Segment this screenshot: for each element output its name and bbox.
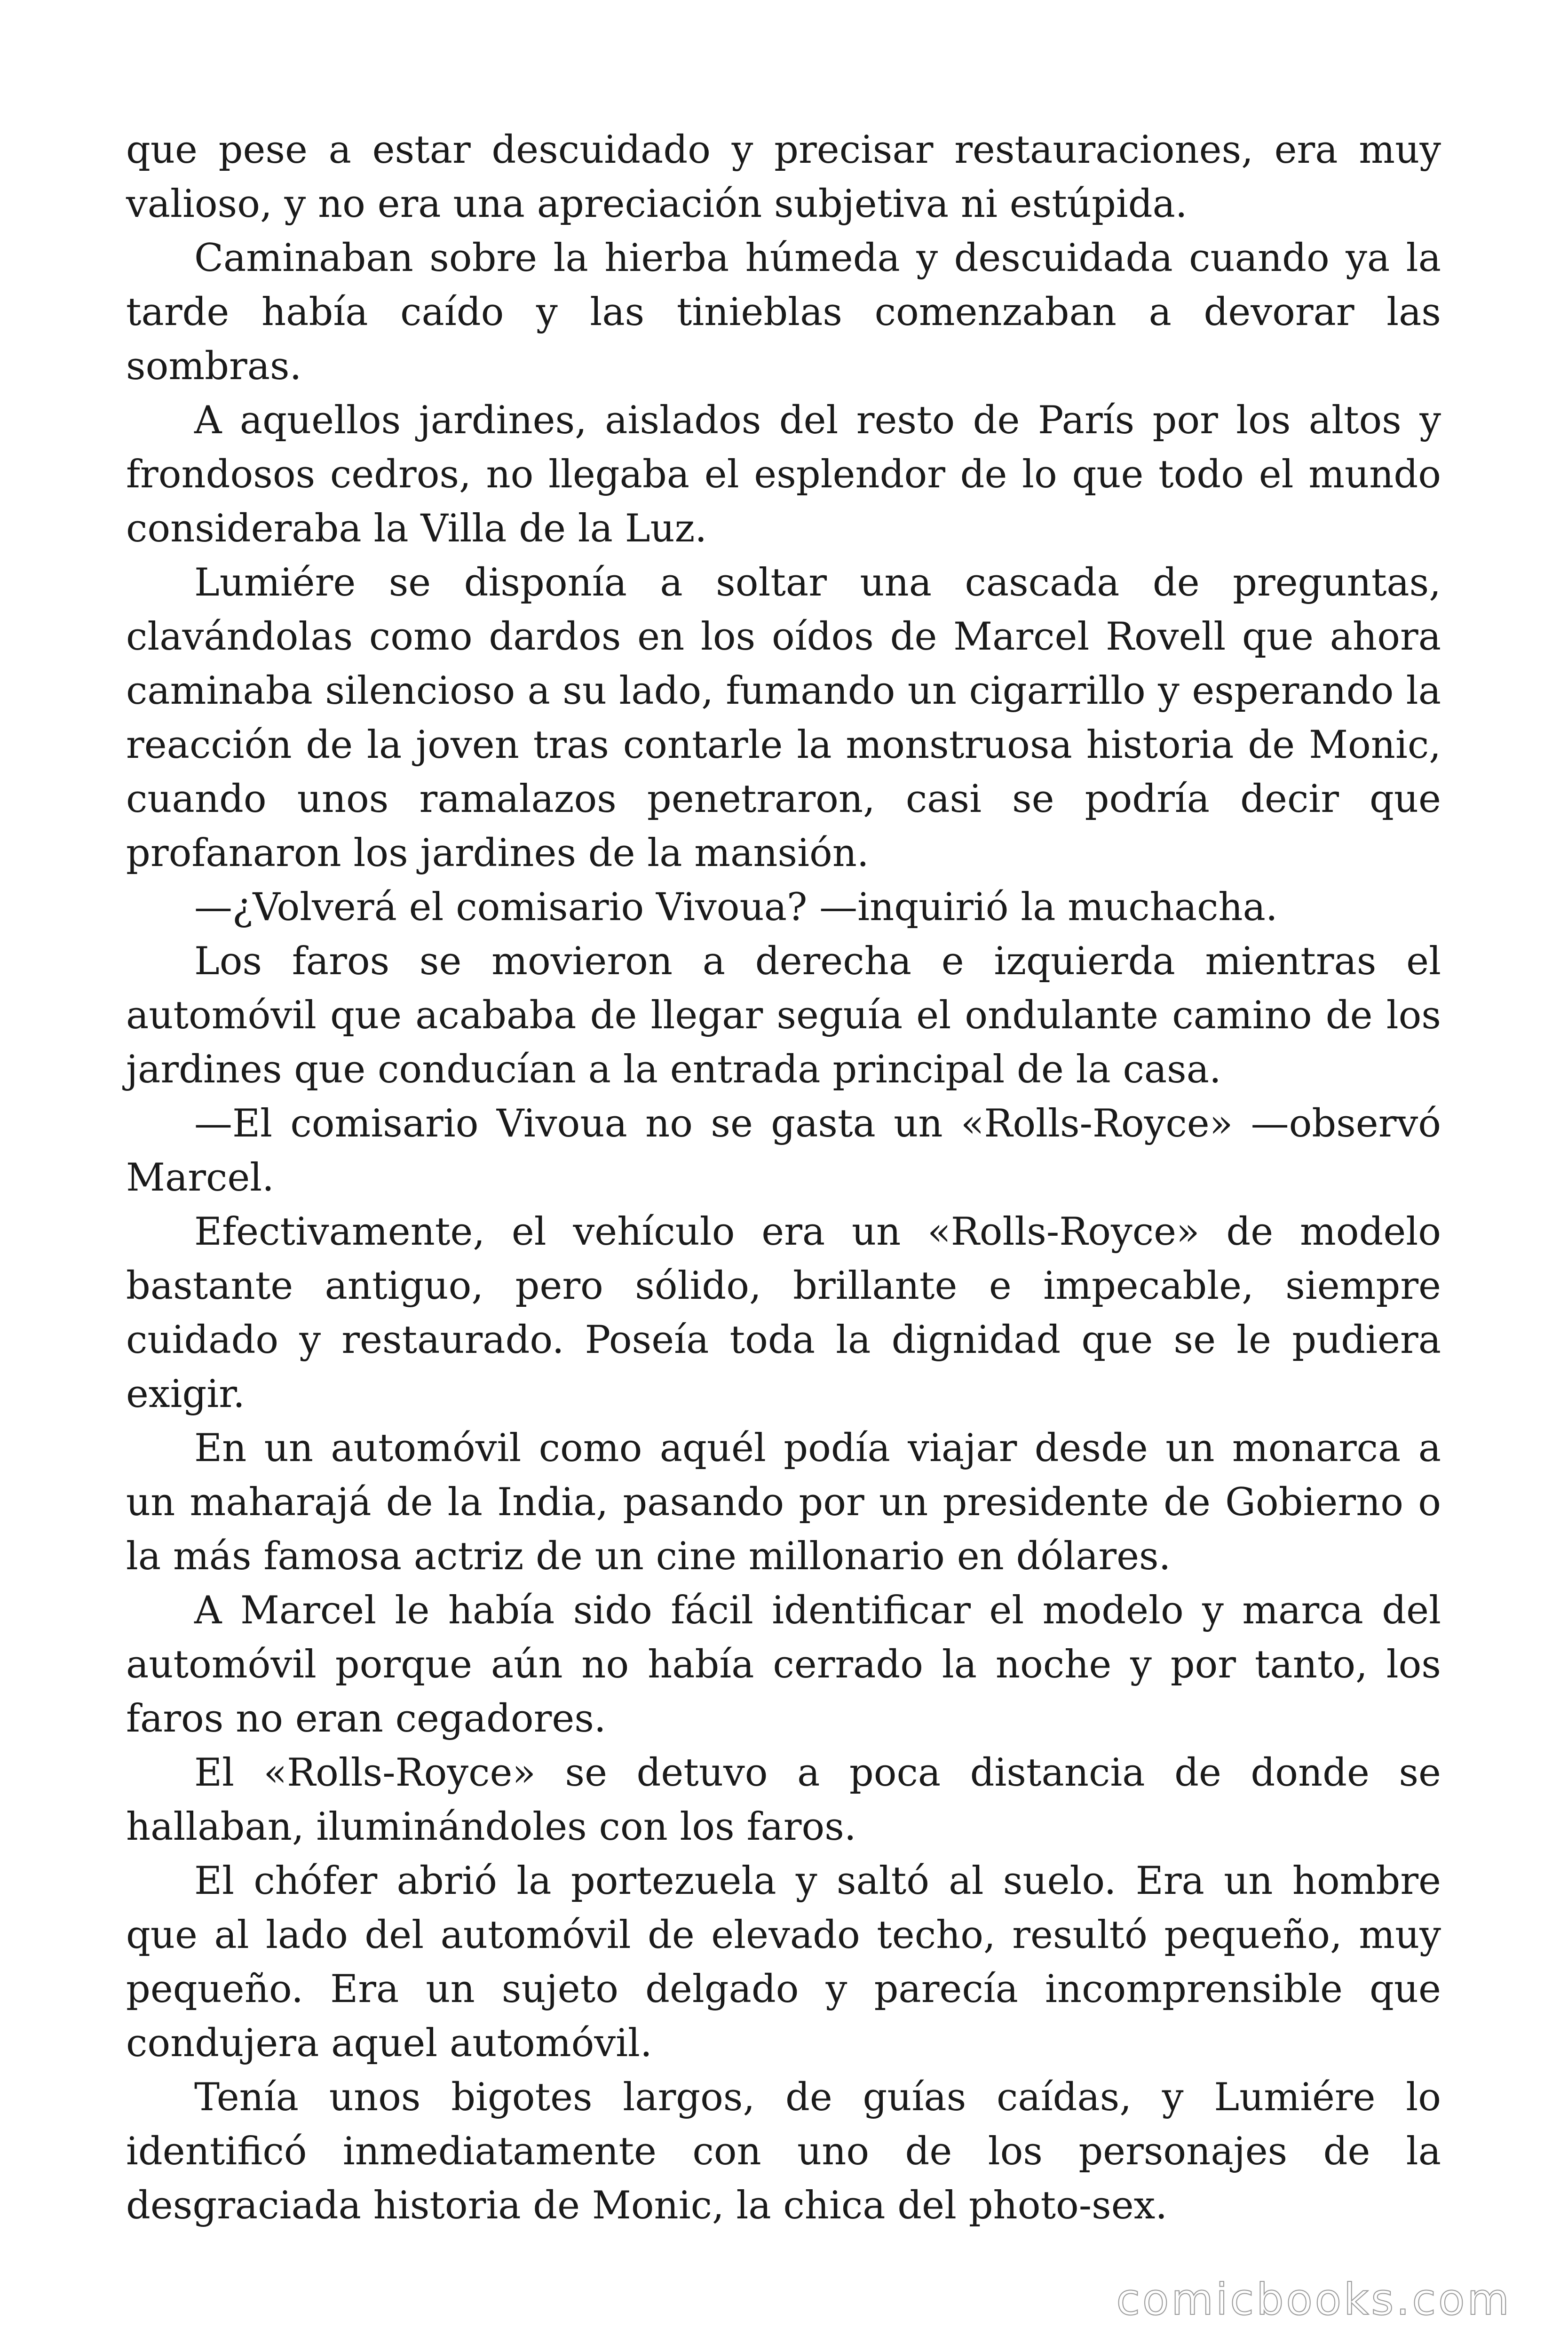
paragraph-13: Tenía unos bigotes largos, de guías caídas, y Lumiére lo identificó inmediatamente con uno de los personajes de la desgraciada historia de Monic, la chica del photo-sex. bbox=[126, 2075, 1441, 2228]
paragraph-6: Los faros se movieron a derecha e izquierda mientras el automóvil que acababa de llegar seguía el ondulante camino de los jardines que conducían a la entrada principal de la casa. bbox=[126, 939, 1441, 1092]
paragraph-10: A Marcel le había sido fácil identificar el modelo y marca del automóvil porque aún no había cerrado la noche y por tanto, los faros no eran cegadores. bbox=[126, 1589, 1441, 1741]
page-body bbox=[126, 123, 1441, 2233]
paragraph-12: El chófer abrió la portezuela y saltó al suelo. Era un hombre que al lado del automóvil de elevado techo, resultó pequeño, muy pequeño. Era un sujeto delgado y parecía incomprensible que condujera aquel automóvil. bbox=[126, 1859, 1441, 2066]
paragraph-9: En un automóvil como aquél podía viajar desde un monarca a un maharajá de la India, pasando por un presidente de Gobierno o la más famosa actriz de un cine millonario en dólares. bbox=[126, 1426, 1441, 1579]
paragraph-8: Efectivamente, el vehículo era un «Rolls-Royce» de modelo bastante antiguo, pero sólido, brillante e impecable, siempre cuidado y restaurado. Poseía toda la dignidad que se le pudiera exigir. bbox=[126, 1210, 1441, 1416]
paragraph-5: —¿Volverá el comisario Vivoua? —inquirió la muchacha. bbox=[194, 885, 1278, 930]
paragraph-2: Caminaban sobre la hierba húmeda y descuidada cuando ya la tarde había caído y las tinieblas comenzaban a devorar las sombras. bbox=[126, 236, 1441, 389]
paragraph-7: —El comisario Vivoua no se gasta un «Rolls-Royce» —observó Marcel. bbox=[126, 1102, 1441, 1200]
watermark: comicbooks.com bbox=[1116, 2274, 1512, 2325]
paragraph-3: A aquellos jardines, aislados del resto de París por los altos y frondosos cedros, no llegaba el esplendor de lo que todo el mundo consideraba la Villa de la Luz. bbox=[126, 398, 1441, 551]
paragraph-11: El «Rolls-Royce» se detuvo a poca distancia de donde se hallaban, iluminándoles con los faros. bbox=[126, 1751, 1441, 1849]
paragraph-4: Lumiére se disponía a soltar una cascada de preguntas, clavándolas como dardos en los oídos de Marcel Rovell que ahora caminaba silencioso a su lado, fumando un cigarrillo y esperando la reacción de la joven tras contarle la monstruosa historia de Monic, cuando unos ramalazos penetraron, casi se podría decir que profanaron los jardines de la mansión. bbox=[126, 561, 1441, 875]
paragraph-1: que pese a estar descuidado y precisar restauraciones, era muy valioso, y no era una apreciación subjetiva ni estúpida. bbox=[126, 128, 1441, 226]
